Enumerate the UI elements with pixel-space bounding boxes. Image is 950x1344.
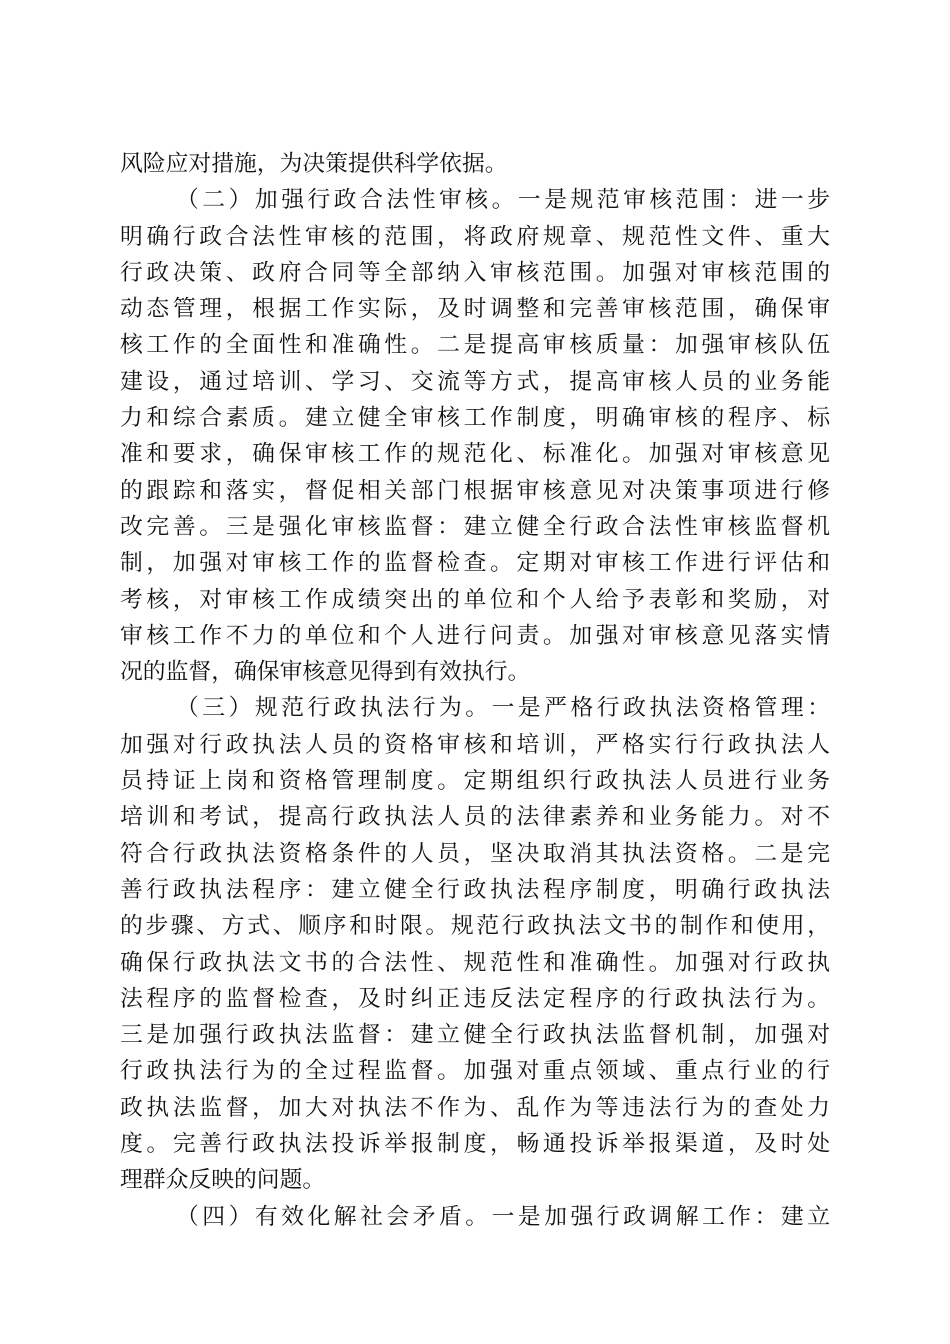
paragraph-line: 的跟踪和落实，督促相关部门根据审核意见对决策事项进行修 [120,477,830,504]
paragraph-line: 的步骤、方式、顺序和时限。规范行政执法文书的制作和使用， [120,913,830,940]
paragraph-line: 改完善。三是强化审核监督：建立健全行政合法性审核监督机 [120,513,830,540]
paragraph-line: 行政执法行为的全过程监督。加强对重点领域、重点行业的行 [120,1058,830,1085]
paragraph-line: 制，加强对审核工作的监督检查。定期对审核工作进行评估和 [120,550,830,577]
paragraph-line: 建设，通过培训、学习、交流等方式，提高审核人员的业务能 [120,368,830,395]
paragraph-line: 准和要求，确保审核工作的规范化、标准化。加强对审核意见 [120,441,830,468]
paragraph-line: 善行政执法程序：建立健全行政执法程序制度，明确行政执法 [120,876,830,903]
paragraph-line: 动态管理，根据工作实际，及时调整和完善审核范围，确保审 [120,296,830,323]
paragraph-line: 符合行政执法资格条件的人员，坚决取消其执法资格。二是完 [120,840,830,867]
paragraph-line: 况的监督，确保审核意见得到有效执行。 [120,659,531,686]
paragraph-line: 三是加强行政执法监督：建立健全行政执法监督机制，加强对 [120,1022,830,1049]
paragraph-line: 度。完善行政执法投诉举报制度，畅通投诉举报渠道，及时处 [120,1131,830,1158]
document-body [120,146,830,1235]
paragraph-line: 明确行政合法性审核的范围，将政府规章、规范性文件、重大 [120,223,830,250]
section-heading-line: （四）有效化解社会矛盾。一是加强行政调解工作：建立 [176,1203,830,1230]
paragraph-line: 考核，对审核工作成绩突出的单位和个人给予表彰和奖励，对 [120,586,830,613]
paragraph-line: 政执法监督，加大对执法不作为、乱作为等违法行为的查处力 [120,1094,830,1121]
paragraph-line: 风险应对措施，为决策提供科学依据。 [120,151,508,177]
section-heading-line: （三）规范行政执法行为。一是严格行政执法资格管理： [176,695,830,722]
section-heading-line: （二）加强行政合法性审核。一是规范审核范围：进一步 [176,187,830,214]
paragraph-line: 培训和考试，提高行政执法人员的法律素养和业务能力。对不 [120,804,830,831]
paragraph-line: 力和综合素质。建立健全审核工作制度，明确审核的程序、标 [120,405,830,432]
paragraph-line: 法程序的监督检查，及时纠正违反法定程序的行政执法行为。 [120,985,830,1012]
paragraph-line: 审核工作不力的单位和个人进行问责。加强对审核意见落实情 [120,622,830,649]
paragraph-line: 行政决策、政府合同等全部纳入审核范围。加强对审核范围的 [120,259,830,286]
paragraph-line: 员持证上岗和资格管理制度。定期组织行政执法人员进行业务 [120,768,830,795]
paragraph-line: 理群众反映的问题。 [120,1167,326,1194]
paragraph-line: 确保行政执法文书的合法性、规范性和准确性。加强对行政执 [120,949,830,976]
paragraph-line: 加强对行政执法人员的资格审核和培训，严格实行行政执法人 [120,731,830,758]
paragraph-line: 核工作的全面性和准确性。二是提高审核质量：加强审核队伍 [120,332,830,359]
